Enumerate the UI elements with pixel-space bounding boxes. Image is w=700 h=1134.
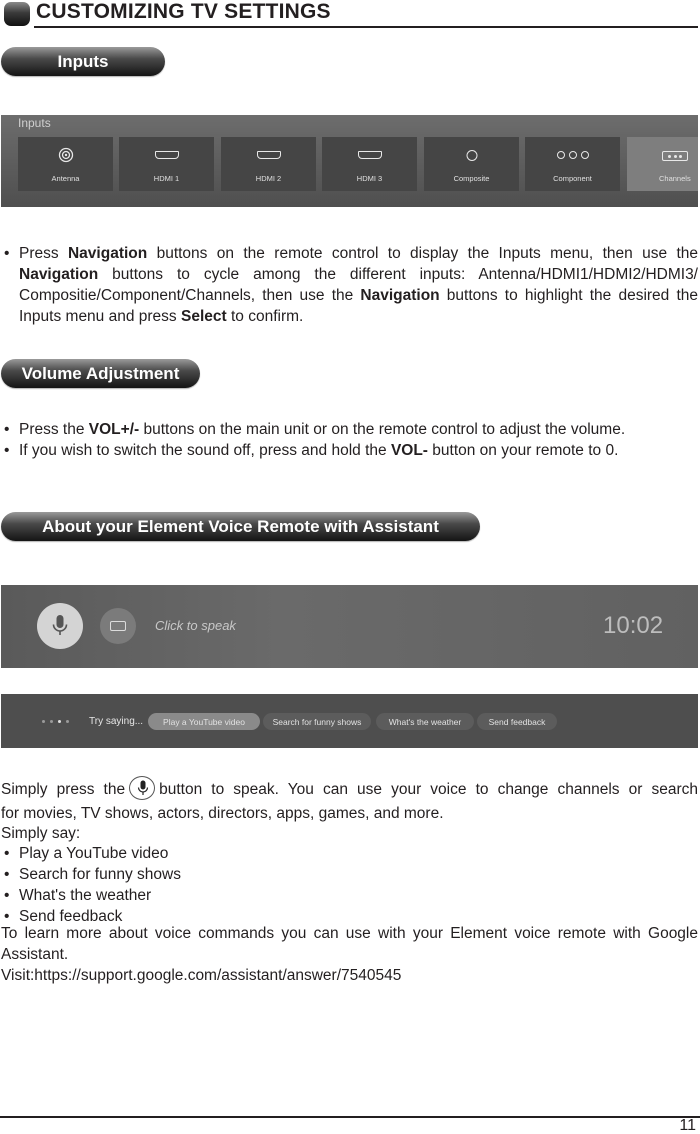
channels-icon	[662, 151, 688, 161]
section-heading-inputs: Inputs	[1, 47, 165, 76]
text-run: to confirm.	[226, 308, 304, 325]
text-run: buttons to highlight the desired the Inputs menu and press	[19, 287, 698, 325]
text-run: button to speak. You can use your voice to change channels or search	[159, 781, 698, 799]
assistant-dots-icon	[42, 720, 69, 723]
input-tile-label: Channels	[659, 174, 691, 183]
section-heading-volume: Volume Adjustment	[1, 359, 200, 388]
input-tile-label: HDMI 2	[255, 174, 282, 183]
bullet: •	[4, 421, 10, 438]
text-run-bold: VOL+/-	[88, 421, 140, 438]
hdmi-icon	[358, 151, 382, 159]
text-run-bold: Select	[181, 308, 227, 325]
header-bullet-icon	[4, 2, 30, 26]
text-run-bold: Navigation	[67, 245, 148, 262]
input-tile-label: Composite	[453, 174, 490, 183]
inputs-instructions	[4, 243, 698, 327]
mic-icon	[51, 614, 69, 638]
input-tile-label: Component	[553, 174, 592, 183]
mic-icon	[129, 776, 155, 800]
input-tile-label: HDMI 3	[356, 174, 383, 183]
input-tile-component	[525, 137, 620, 191]
text-run-bold: VOL-	[390, 442, 428, 459]
bullet: •	[4, 442, 10, 459]
suggestion-chip: Play a YouTube video	[148, 713, 260, 730]
input-tile-label: HDMI 1	[153, 174, 180, 183]
text-run-bold: Navigation	[360, 287, 440, 304]
list-item: • What's the weather	[4, 887, 152, 904]
speak-prompt: Click to speak	[155, 618, 236, 633]
suggestion-chip: Send feedback	[477, 713, 557, 730]
learn-more-text: To learn more about voice commands you can use with your Element voice remote with Google Assistant.	[1, 925, 698, 963]
text-run-bold: Navigation	[19, 266, 99, 283]
text-run: buttons on the remote control to display the Inputs menu, then use the	[147, 245, 698, 262]
list-item: • Play a YouTube video	[4, 845, 169, 862]
voice-command-list	[4, 843, 698, 927]
section-heading-voice-remote: About your Element Voice Remote with Assistant	[1, 512, 480, 541]
input-tile-label: Antenna	[51, 174, 80, 183]
input-tile-antenna	[18, 137, 113, 191]
component-icon	[556, 151, 590, 159]
footer-divider	[0, 1116, 700, 1118]
page-number: 11	[679, 1117, 696, 1134]
keyboard-icon	[110, 621, 126, 631]
list-item: • Send feedback	[4, 908, 123, 925]
inputs-menu-screenshot	[1, 115, 698, 207]
inputs-panel-label: Inputs	[18, 116, 51, 130]
text-run: button on your remote to 0.	[427, 442, 619, 459]
simply-say-label: Simply say:	[1, 825, 81, 842]
mic-button	[37, 603, 83, 649]
suggestion-chip: Search for funny shows	[263, 713, 371, 730]
text-run: Press	[19, 245, 68, 262]
voice-intro-line2: for movies, TV shows, actors, directors, apps, games, and more.	[1, 805, 444, 822]
antenna-icon	[58, 147, 74, 166]
try-saying-label: Try saying...	[89, 716, 144, 727]
text-run: buttons to cycle among the different inputs: Antenna/HDMI1/HDMI2/HDMI3/ Compositie/Component/Channels, then use the	[19, 266, 698, 304]
text-run: buttons on the main unit or on the remote control to adjust the volume.	[139, 421, 626, 438]
text-run: If you wish to switch the sound off, press and hold the	[19, 442, 391, 459]
page-title: CUSTOMIZING TV SETTINGS	[36, 0, 331, 23]
keyboard-button	[100, 608, 136, 644]
page-header	[2, 0, 698, 30]
input-tile-hdmi3	[322, 137, 417, 191]
input-tile-composite	[424, 137, 519, 191]
input-tile-hdmi2	[221, 137, 316, 191]
text-run: Press the	[19, 421, 89, 438]
header-divider	[34, 26, 698, 28]
input-tile-channels	[627, 137, 698, 191]
composite-icon	[466, 150, 477, 164]
voice-suggestions-screenshot	[1, 694, 698, 748]
voice-search-screenshot	[1, 585, 698, 668]
volume-instructions	[4, 419, 698, 461]
hdmi-icon	[155, 151, 179, 159]
clock: 10:02	[603, 612, 664, 639]
voice-intro-line1	[1, 778, 698, 802]
bullet: •	[4, 245, 10, 262]
suggestion-chip: What's the weather	[376, 713, 474, 730]
support-link[interactable]: Visit:https://support.google.com/assistant/answer/7540545	[1, 967, 402, 984]
input-tile-hdmi1	[119, 137, 214, 191]
list-item: • Search for funny shows	[4, 866, 181, 883]
hdmi-icon	[257, 151, 281, 159]
text-run: Simply press the	[1, 781, 126, 799]
